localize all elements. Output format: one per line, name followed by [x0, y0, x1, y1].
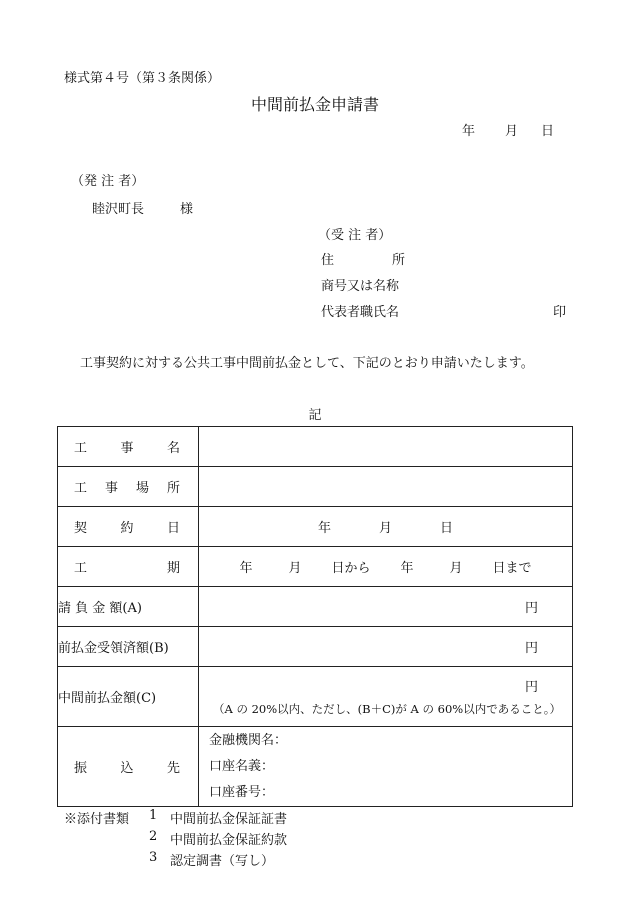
orderer-honorific: 様: [180, 202, 194, 217]
table-row-contract-amount: [58, 587, 573, 627]
table-row-interim-advance: [58, 667, 573, 727]
attachments-label: ※添付書類: [64, 812, 130, 827]
attachment-number: 1: [149, 808, 158, 823]
received-advance-field[interactable]: [199, 627, 573, 667]
attachment-item: 認定調書（写し）: [170, 854, 275, 869]
label-interim-advance: 中間前払金額(C): [58, 667, 199, 727]
bank-name-field[interactable]: 金融機関名：: [209, 732, 288, 748]
attachment-item: 中間前払金保証約款: [170, 833, 288, 848]
yen-unit: 円: [524, 641, 538, 656]
date-day-label: 日: [541, 124, 555, 139]
trade-name-label: 商号又は名称: [321, 279, 400, 294]
attachment-number: 2: [149, 829, 158, 844]
period-start-month: 月: [288, 561, 302, 576]
table-row-contract-date: [58, 507, 573, 547]
label-contract-date: [58, 507, 199, 547]
label-char: 工: [74, 481, 88, 496]
transfer-account-field[interactable]: [199, 727, 573, 807]
construction-period-field[interactable]: [199, 547, 573, 587]
period-start-day: 日から: [331, 561, 371, 576]
table-row-construction-period: [58, 547, 573, 587]
label-construction-period: [58, 547, 199, 587]
label-construction-site: [58, 467, 199, 507]
period-end-month: 月: [449, 561, 463, 576]
seal-mark: 印: [553, 305, 567, 320]
orderer-label: （発 注 者）: [71, 174, 145, 189]
address-label-b: 所: [392, 253, 406, 268]
label-char: 工: [74, 441, 88, 456]
label-char: 日: [166, 521, 180, 536]
label-char: 事: [120, 441, 134, 456]
label-char: 名: [166, 441, 180, 456]
table-row-transfer-account: [58, 727, 573, 807]
label-char: 期: [166, 561, 180, 576]
construction-name-field[interactable]: [199, 427, 573, 467]
contract-date-field[interactable]: [199, 507, 573, 547]
yen-unit: 円: [524, 680, 538, 695]
period-start-year: 年: [239, 561, 253, 576]
date-year-label: 年: [462, 124, 476, 139]
interim-advance-note: （A の 20%以内、ただし、(B＋C)が A の 60%以内であること。）: [213, 702, 561, 716]
account-name-field[interactable]: 口座名義：: [209, 758, 275, 774]
label-transfer-account: [58, 727, 199, 807]
label-char: 振: [74, 761, 88, 776]
application-statement: 工事契約に対する公共工事中間前払金として、下記のとおり申請いたします。: [80, 356, 534, 371]
document-title: 中間前払金申請書: [250, 95, 379, 114]
attachment-number: 3: [149, 850, 158, 865]
account-number-field[interactable]: 口座番号：: [209, 784, 275, 800]
application-table: [57, 426, 573, 807]
contract-month-label: 月: [378, 521, 392, 536]
label-char: 契: [74, 521, 88, 536]
attachment-item: 中間前払金保証証書: [170, 812, 288, 827]
table-row-received-advance: [58, 627, 573, 667]
representative-label: 代表者職氏名: [321, 305, 400, 320]
label-char: 所: [166, 481, 180, 496]
ki-heading: 記: [308, 408, 322, 423]
contract-day-label: 日: [440, 521, 454, 536]
label-char: 事: [104, 481, 118, 496]
period-end-year: 年: [400, 561, 414, 576]
contract-year-label: 年: [317, 521, 331, 536]
label-char: 先: [166, 761, 180, 776]
label-received-advance: 前払金受領済額(B): [58, 627, 199, 667]
contract-amount-field[interactable]: [199, 587, 573, 627]
label-char: 約: [120, 521, 134, 536]
label-char: 込: [120, 761, 134, 776]
form-number: 様式第４号（第３条関係）: [64, 71, 221, 86]
label-construction-name: [58, 427, 199, 467]
label-contract-amount: 請 負 金 額(A): [58, 587, 199, 627]
table-row-construction-name: [58, 427, 573, 467]
date-month-label: 月: [505, 124, 519, 139]
yen-unit: 円: [524, 601, 538, 616]
construction-site-field[interactable]: [199, 467, 573, 507]
period-end-day: 日まで: [492, 561, 532, 576]
label-char: 工: [74, 561, 88, 576]
contractor-label: （受 注 者）: [318, 228, 392, 243]
orderer-name: 睦沢町長: [92, 202, 145, 217]
table-row-construction-site: [58, 467, 573, 507]
interim-advance-field[interactable]: [199, 667, 573, 727]
label-char: 場: [135, 481, 149, 496]
address-label-a: 住: [321, 253, 335, 268]
